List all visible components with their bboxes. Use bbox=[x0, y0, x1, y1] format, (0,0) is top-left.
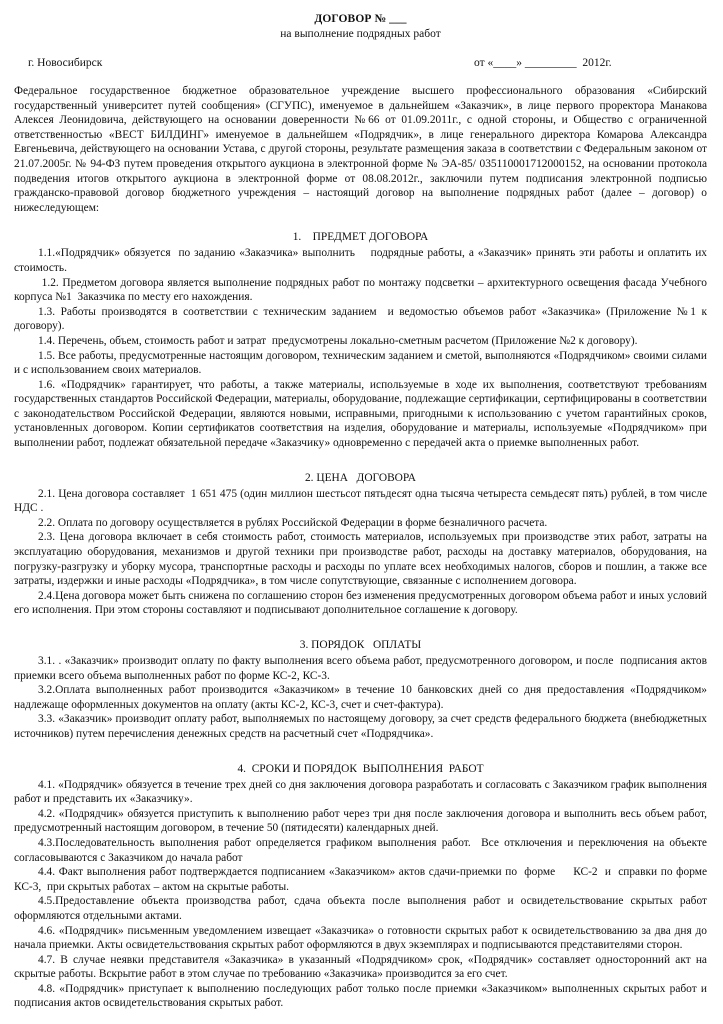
preamble-paragraph: Федеральное государственное бюджетное образовательное учреждение высшего профессионального образования «Сибирский государственный университет путей сообщения» (СГУПС), именуемое в дальнейшем «Заказчик», в лице первого проректора Манакова Алексея Леонидовича, действующего на основании доверенности №66 от 01.09.2011г., с одной стороны, и Общество с ограниченной ответственностью «ВЕСТ БИЛДИНГ» именуемое в дальнейшем «Подрядчик», в лице генерального директора Комарова Александра Евгеньевича, действующего на основании Устава, с другой стороны, результате размещения заказа в соответствии с Федеральным законом от 21.07.2005г. № 94-ФЗ путем проведения открытого аукциона в электронной форме № ЭА-85/ 035110001712000152, на основании протокола подведения итогов открытого аукциона в электронной форме от 08.08.2012г., заключили путем подписания электронной подписью гражданско-правовой договор бюджетного учреждения – настоящий договор на выполнение подрядных работ (далее – договор) о нижеследующем: bbox=[14, 85, 707, 214]
clause-4-7: 4.7. В случае неявки представителя «Заказчика» в указанный «Подрядчиком» срок, «Подрядчик» составляет односторонний акт на скрытые работы. Вскрытие работ в этом случае по требованию «Заказчика» производится за его счет. bbox=[14, 953, 710, 981]
page-title: ДОГОВОР № ___ bbox=[314, 13, 407, 25]
clause-4-2: 4.2. «Подрядчик» обязуется приступить к выполнению работ через три дня после заключения договора и выполнить весь объем работ, предусмотренный настоящим договором, в течение 50 (пятидесяти) календарных дней. bbox=[14, 807, 710, 835]
clause-4-5: 4.5.Предоставление объекта производства работ, сдача объекта после выполнения работ и освидетельствование скрытых работ оформляются отдельными актами. bbox=[14, 895, 710, 922]
clause-1-4: 1.4. Перечень, объем, стоимость работ и затрат предусмотрены локально-сметным расчетом (Приложение №2 к договору). bbox=[38, 334, 638, 347]
clause-3-3: 3.3. «Заказчик» производит оплату работ, выполняемых по настоящему договору, за счет средств федерального бюджета (внебюджетных источников) путем перечисления денежных средств на расчетный счет «Подрядчика». bbox=[14, 713, 710, 740]
clause-1-3: 1.3. Работы производятся в соответствии с техническим заданием и ведомостью объемов работ «Заказчика» (Приложение №1 к договору). bbox=[14, 305, 710, 333]
clause-2-2: 2.2. Оплата по договору осуществляется в рублях Российской Федерации в форме безналичного расчета. bbox=[38, 516, 548, 529]
clause-3-1: 3.1. . «Заказчик» производит оплату по факту выполнения всего объема работ, предусмотренного договором, и после подписания актов приемки всего объема выполненных работ по форме КС-2, КС-3. bbox=[14, 655, 710, 682]
clause-1-5: 1.5. Все работы, предусмотренные настоящим договором, техническим заданием и сметой, выполняются «Подрядчиком» своими силами и с использованием своих материалов. bbox=[14, 349, 710, 377]
spacer bbox=[14, 215, 707, 219]
date-field: от «____» _________ 2012г. bbox=[474, 57, 612, 69]
spacer bbox=[14, 451, 707, 460]
spacer bbox=[14, 742, 707, 751]
spacer bbox=[14, 618, 707, 627]
clause-3-2: 3.2.Оплата выполненных работ производится «Заказчиком» в течение 10 банковских дней со дня предоставления «Подрядчиком» надлежаще оформленных документов на оплату (акты КС-2, КС-3, счет и счет-фактура). bbox=[14, 684, 710, 711]
section-heading-1: 1. ПРЕДМЕТ ДОГОВОРА bbox=[292, 231, 429, 244]
clause-1-6: 1.6. «Подрядчик» гарантирует, что работы, а также материалы, используемые в ходе их выполнения, соответствуют требованиям государственных стандартов Российской Федерации, материалы, оборудование, подлежащие сертификации, сертифицированы в соответствии с законодательством Российской Федерации, являются новыми, исправными, пригодными к использованию с учетом гарантийных сроков, установленных договором. Копии сертификатов соответствия на изделия, оборудование и материалы, используемые «Подрядчиком» при выполнении работ, подлежат обязательной передаче «Заказчику» одновременно с передачей акта о приемке выполненных работ. bbox=[14, 378, 710, 450]
section-heading-3: 3. ПОРЯДОК ОПЛАТЫ bbox=[299, 639, 422, 651]
section-heading-4: 4. СРОКИ И ПОРЯДОК ВЫПОЛНЕНИЯ РАБОТ bbox=[237, 762, 484, 775]
city-and-date-line bbox=[14, 57, 707, 69]
clause-1-2: 1.2. Предметом договора является выполнение подрядных работ по монтажу подсветки – архитектурного освещения фасада Учебного корпуса №1 Заказчика по месту его нахождения. bbox=[14, 276, 710, 304]
section-heading-2: 2. ЦЕНА ДОГОВОРА bbox=[304, 471, 417, 484]
city-label: г. Новосибирск bbox=[28, 57, 103, 69]
clause-4-4: 4.4. Факт выполнения работ подтверждается подписанием «Заказчиком» актов сдачи-приемки по форме КС-2 и справки по форме КС-3, при скрытых работах – актом на скрытые работы. bbox=[14, 866, 710, 893]
clause-2-4: 2.4.Цена договора может быть снижена по соглашению сторон без изменения предусмотренных договором объема работ и иных условий его исполнения. При этом стороны составляют и подписывают дополнительное соглашение к договору. bbox=[14, 589, 710, 617]
clause-2-3: 2.3. Цена договора включает в себя стоимость работ, стоимость материалов, используемых при производстве этих работ, затраты на эксплуатацию оборудования, механизмов и другой техники при производстве работ, расходы на доставку материалов, оборудования, на погрузку-разгрузку и уборку мусора, транспортные расходы и расходы по уплате всех необходимых налогов, сборов и пошлин, а также все затраты, издержки и иные расходы «Подрядчика», в том числе сопутствующие, связанные с исполнением договора. bbox=[14, 531, 710, 588]
clause-4-3: 4.3.Последовательность выполнения работ определяется графиком выполнения работ. Все отключения и переключения на объекте согласовываются с Заказчиком до начала работ bbox=[14, 836, 710, 864]
clause-2-1: 2.1. Цена договора составляет 1 651 475 (один миллион шестьсот пятьдесят одна тысяча четыреста семьдесят пять) рублей, в том числе НДС . bbox=[14, 487, 710, 515]
clause-1-1: 1.1.«Подрядчик» обязуется по заданию «Заказчика» выполнить подрядные работы, а «Заказчик» принять эти работы и оплатить их стоимость. bbox=[14, 247, 710, 274]
page-subtitle: на выполнение подрядных работ bbox=[280, 28, 441, 40]
clause-4-8: 4.8. «Подрядчик» приступает к выполнению последующих работ только после приемки «Заказчиком» выполненных скрытых работ и подписания актов освидетельствования скрытых работ. bbox=[14, 982, 710, 1010]
clause-4-6: 4.6. «Подрядчик» письменным уведомлением извещает «Заказчика» о готовности скрытых работ к освидетельствованию за два дня до начала приемки. Акты освидетельствования скрытых работ оформляются в двух экземплярах и подписываются представителями сторон. bbox=[14, 924, 710, 952]
clause-4-1: 4.1. «Подрядчик» обязуется в течение трех дней со дня заключения договора разработать и согласовать с Заказчиком график выполнения работ и представить их «Заказчику». bbox=[14, 778, 710, 806]
